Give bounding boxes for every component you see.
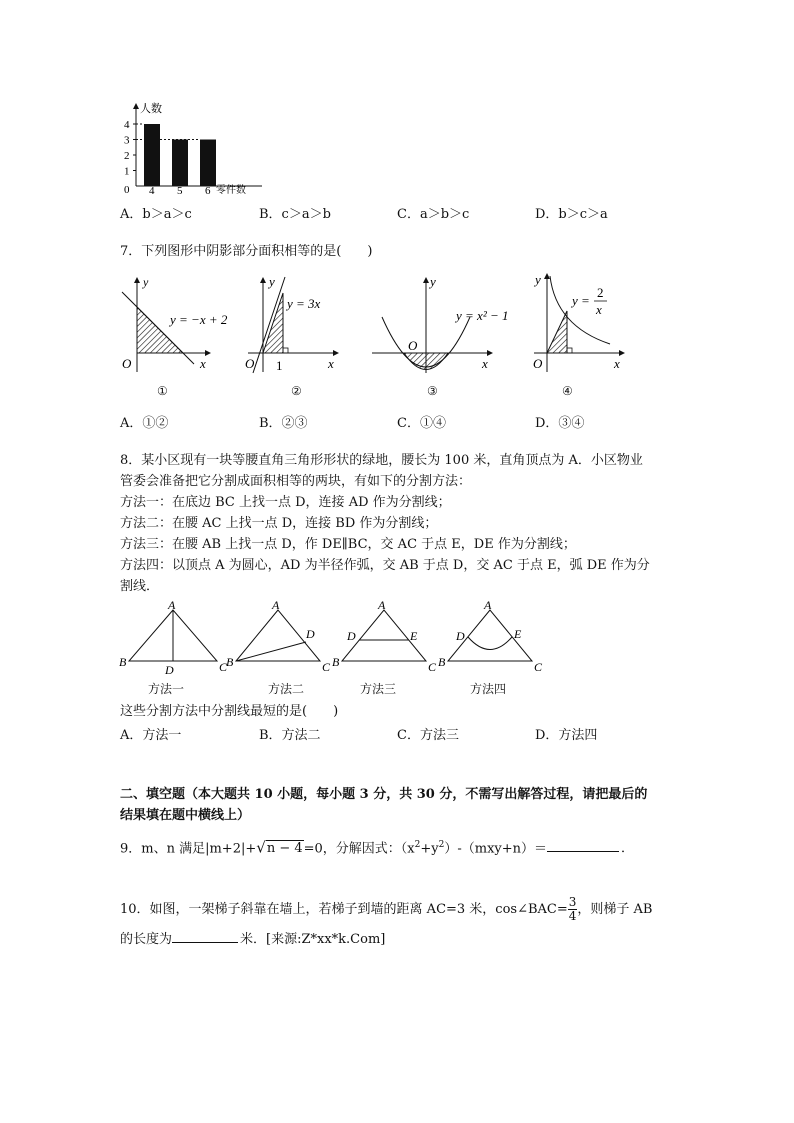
x-tick-label-5: 5: [177, 185, 183, 197]
bar-5: [172, 140, 188, 187]
q7-caption-2: ②: [291, 384, 302, 398]
svg-text:C: C: [322, 660, 331, 674]
origin-label: 0: [124, 184, 130, 196]
q10-fraction: $\frac{3}{4}$: [568, 895, 577, 923]
q8-figure-method-2: [226, 598, 344, 678]
q7-caption-4: ④: [562, 384, 573, 398]
q7-figure-3: [368, 272, 509, 377]
q8-option-b: B．方法二: [259, 728, 321, 743]
svg-text:2: 2: [597, 285, 604, 300]
q8-line-1: 8．某小区现有一块等腰直角三角形形状的绿地，腰长为 100 米，直角顶点为 A．小区物业: [120, 453, 643, 468]
svg-text:y = 3x: y = 3x: [287, 296, 321, 311]
x-axis-label: 零件数: [216, 185, 246, 196]
q7-option-c: C．①④: [397, 416, 446, 431]
svg-text:D: D: [165, 663, 174, 677]
svg-text:A: A: [378, 598, 386, 612]
q8-line-7: 割线．: [120, 579, 160, 594]
q7-caption-1: ①: [157, 384, 168, 398]
y-tick-label-4: 4: [124, 119, 130, 131]
section-2-heading-line-2: 结果填在题中横线上）: [120, 808, 251, 823]
svg-text:C: C: [534, 660, 543, 674]
svg-text:y: y: [143, 275, 149, 289]
svg-text:y = −x + 2: y = −x + 2: [170, 312, 228, 327]
q7-stem: 7．下列图形中阴影部分面积相等的是( ): [120, 244, 373, 259]
svg-text:O: O: [408, 338, 418, 353]
q8-caption-4: 方法四: [470, 682, 507, 696]
q7-option-a: A．①②: [120, 416, 169, 431]
q8-line-5: 方法三：在腰 AB 上找一点 D，作 DE∥BC，交 AC 于点 E，DE 作为分割线；: [120, 537, 576, 552]
q6-option-c: C．a＞b＞c: [397, 207, 470, 222]
svg-text:x: x: [482, 356, 488, 371]
q7-figure-4: [530, 268, 630, 378]
q8-figure-method-1: [115, 598, 233, 678]
svg-text:E: E: [410, 629, 418, 643]
q6-option-d: D．b＞c＞a: [535, 207, 608, 222]
q8-option-c: C．方法三: [397, 728, 459, 743]
svg-text:D: D: [347, 629, 356, 643]
svg-text:D: D: [456, 629, 465, 643]
q8-line-3: 方法一：在底边 BC 上找一点 D，连接 AD 作为分割线；: [120, 495, 451, 510]
q8-line-6: 方法四：以顶点 A 为圆心，AD 为半径作弧，交 AB 于点 D，交 AC 于点 E，弧 DE 作为分: [120, 558, 650, 573]
q10-answer-blank[interactable]: [172, 930, 238, 943]
q9-answer-blank[interactable]: [547, 839, 619, 852]
svg-text:y: y: [269, 274, 275, 289]
x-tick-label-4: 4: [149, 185, 155, 197]
q8-figure-method-3: [332, 598, 450, 678]
svg-text:y: y: [535, 272, 541, 287]
y-tick-label-3: 3: [124, 134, 130, 147]
y-tick-label-2: 2: [124, 150, 130, 162]
svg-text:O: O: [533, 356, 543, 371]
q8-option-a: A．方法一: [120, 728, 182, 743]
bar-chart: [110, 96, 270, 200]
q8-option-d: D．方法四: [535, 728, 598, 743]
svg-text:A: A: [168, 598, 176, 612]
q7-option-d: D．③④: [535, 416, 585, 431]
section-2-heading-line-1: 二、填空题（本大题共 10 小题，每小题 3 分，共 30 分，不需写出解答过程，请把最后的: [120, 787, 648, 802]
svg-text:B: B: [438, 655, 446, 669]
q8-caption-3: 方法三: [360, 682, 397, 696]
q8-question: 这些分割方法中分割线最短的是( ): [120, 704, 339, 719]
bar-4: [144, 124, 160, 186]
q8-caption-2: 方法二: [268, 682, 305, 696]
svg-text:1: 1: [276, 358, 283, 373]
svg-text:x: x: [200, 356, 206, 371]
q6-option-a: A．b＞a＞c: [120, 207, 192, 222]
q7-figure-1: [112, 272, 228, 377]
svg-text:B: B: [119, 655, 127, 669]
svg-text:y = x² − 1: y = x² − 1: [456, 308, 509, 323]
q8-line-2: 管委会准备把它分割成面积相等的两块，有如下的分割方法：: [120, 474, 472, 489]
q10-text-line-2: 的长度为 米．[来源:Z*xx*k.Com]: [120, 932, 386, 947]
x-tick-label-6: 6: [205, 185, 211, 197]
q10-text-line-1: 10．如图，一架梯子斜靠在墙上，若梯子到墙的距离 AC=3 米，cos∠BAC= $\frac{3}{4}$ ，则梯子 AB: [120, 895, 653, 923]
svg-text:y: y: [430, 274, 436, 289]
svg-text:O: O: [245, 356, 255, 371]
svg-text:B: B: [226, 655, 234, 669]
q8-line-4: 方法二：在腰 AC 上找一点 D，连接 BD 作为分割线；: [120, 516, 438, 531]
svg-text:B: B: [332, 655, 340, 669]
y-axis-label: 人数: [140, 103, 162, 115]
svg-text:A: A: [484, 598, 492, 612]
q8-figure-method-4: [438, 598, 556, 678]
q7-caption-3: ③: [427, 384, 438, 398]
y-tick-label-1: 1: [124, 165, 130, 178]
q6-option-b: B．c＞a＞b: [259, 207, 331, 222]
svg-text:O: O: [122, 356, 132, 371]
svg-text:D: D: [306, 627, 315, 641]
q7-figure-2: [238, 272, 348, 377]
svg-text:x: x: [328, 356, 334, 371]
svg-text:E: E: [514, 627, 522, 641]
svg-text:A: A: [272, 598, 280, 612]
q9-text: 9．m、n 满足|m+2|+√n − 4=0，分解因式：$(x^2+y^2)-(mxy+n)=$ ．: [120, 838, 635, 857]
svg-text:C: C: [428, 660, 437, 674]
q8-caption-1: 方法一: [148, 682, 185, 696]
svg-text:x: x: [614, 356, 620, 371]
svg-text:x: x: [596, 302, 602, 317]
svg-text:y =: y =: [572, 293, 590, 308]
q7-option-b: B．②③: [259, 416, 308, 431]
bar-6: [200, 140, 216, 187]
svg-text:C: C: [219, 660, 228, 674]
